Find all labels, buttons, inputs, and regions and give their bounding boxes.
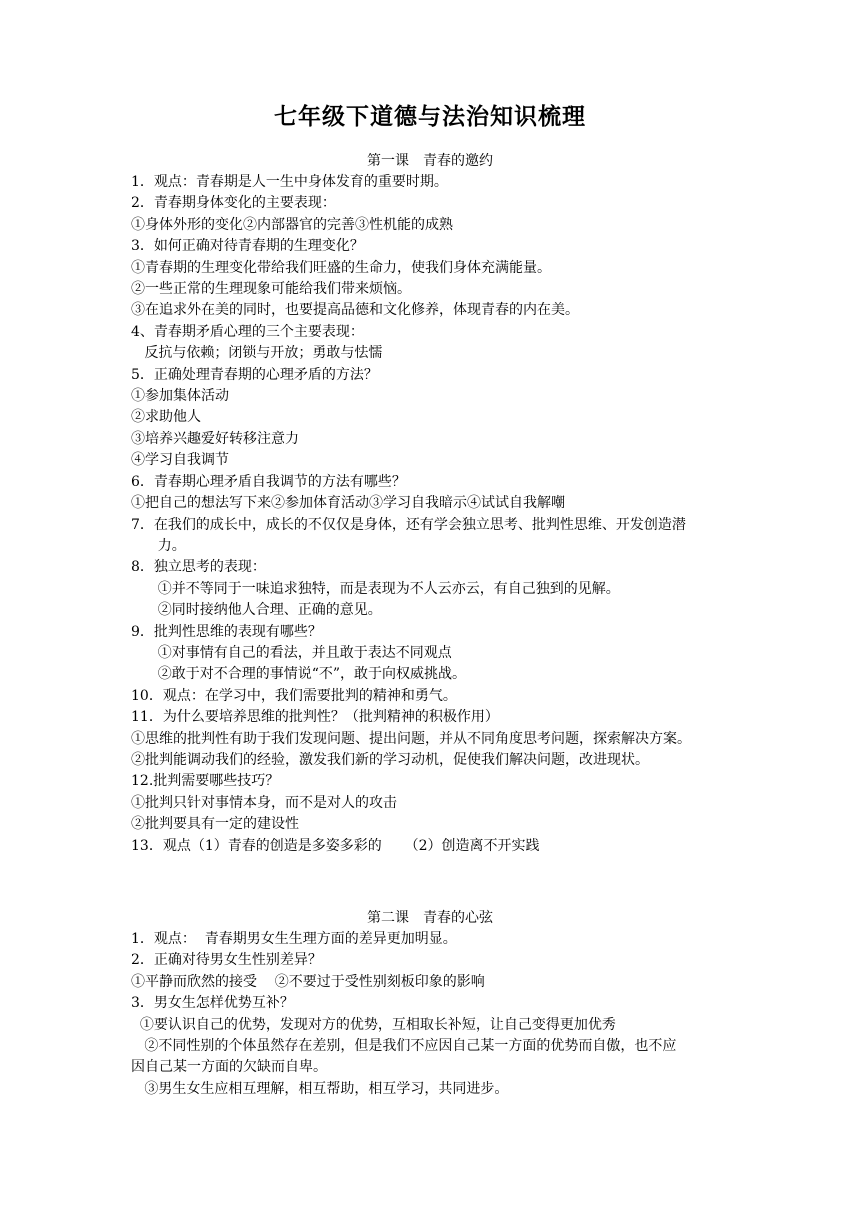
text-line: 11．为什么要培养思维的批判性？（批判精神的积极作用） — [131, 709, 499, 726]
text-line: ①对事情有自己的看法，并且敢于表达不同观点 — [131, 644, 452, 661]
text-line: 2．正确对待男女生性别差异？ — [131, 952, 322, 969]
text-line: 反抗与依赖；闭锁与开放；勇敢与怯懦 — [131, 345, 383, 362]
text-line: ①青春期的生理变化带给我们旺盛的生命力，使我们身体充满能量。 — [131, 259, 551, 276]
text-line: 7．在我们的成长中，成长的不仅仅是身体，还有学会独立思考、批判性思维、开发创造潜 — [131, 516, 686, 533]
text-line: 13．观点（1）青春的创造是多姿多彩的 （2）创造离不开实践 — [131, 837, 540, 854]
text-line: ①批判只针对事情本身，而不是对人的攻击 — [131, 794, 397, 811]
text-line: 力。 — [131, 537, 186, 554]
text-line: ③培养兴趣爱好转移注意力 — [131, 430, 299, 447]
text-line: 5．正确处理青春期的心理矛盾的方法？ — [131, 366, 378, 383]
text-line: 10．观点：在学习中，我们需要批判的精神和勇气。 — [131, 687, 457, 704]
text-line: 因自己某一方面的欠缺而自卑。 — [131, 1059, 327, 1076]
document-title: 七年级下道德与法治知识梳理 — [274, 104, 586, 130]
text-line: ②批判能调动我们的经验，激发我们新的学习动机，促使我们解决问题，改进现状。 — [131, 751, 649, 768]
text-line: ①要认识自己的优势，发现对方的优势，互相取长补短，让自己变得更加优秀 — [131, 1016, 616, 1033]
text-line: ②求助他人 — [131, 409, 201, 426]
text-line: ③在追求外在美的同时，也要提高品德和文化修养，体现青春的内在美。 — [131, 302, 579, 319]
text-line: ①身体外形的变化②内部器官的完善③性机能的成熟 — [131, 216, 453, 233]
text-line: ①把自己的想法写下来②参加体育活动③学习自我暗示④试试自我解嘲 — [131, 495, 565, 512]
text-line: ①思维的批判性有助于我们发现问题、提出问题，并从不同角度思考问题，探索解决方案。 — [131, 730, 691, 747]
text-line: 4、青春期矛盾心理的三个主要表现： — [131, 323, 364, 340]
text-line: ②一些正常的生理现象可能给我们带来烦恼。 — [131, 281, 411, 298]
text-line: ②敢于对不合理的事情说“不”，敢于向权威挑战。 — [131, 666, 467, 683]
text-line: 6．青春期心理矛盾自我调节的方法有哪些？ — [131, 473, 406, 490]
text-line: 1．观点：青春期是人一生中身体发育的重要时期。 — [131, 174, 448, 190]
text-line: ④学习自我调节 — [131, 452, 229, 469]
text-line: ③男生女生应相互理解，相互帮助，相互学习，共同进步。 — [131, 1080, 509, 1097]
text-line: 3．如何正确对待青春期的生理变化？ — [131, 238, 364, 255]
text-line: ②不同性别的个体虽然存在差别，但是我们不应因自己某一方面的优势而自傲，也不应 — [131, 1038, 677, 1055]
lesson1-content — [131, 172, 741, 857]
text-line: ②同时接纳他人合理、正确的意见。 — [131, 602, 382, 619]
text-line: 12.批判需要哪些技巧？ — [131, 773, 280, 790]
text-line: 9．批判性思维的表现有哪些？ — [131, 623, 322, 640]
lesson2-heading: 第二课 青春的心弦 — [367, 910, 493, 926]
lesson2-content — [131, 929, 741, 1100]
text-line: ①并不等同于一味追求独特，而是表现为不人云亦云，有自己独到的见解。 — [131, 580, 620, 597]
text-line: ②批判要具有一定的建设性 — [131, 816, 299, 833]
text-line: 1．观点： 青春期男女生生理方面的差异更加明显。 — [131, 931, 457, 947]
text-line: 3．男女生怎样优势互补？ — [131, 995, 294, 1012]
text-line: 2．青春期身体变化的主要表现： — [131, 195, 336, 212]
lesson1-heading: 第一课 青春的邀约 — [367, 153, 493, 169]
text-line: 8．独立思考的表现： — [131, 559, 266, 576]
text-line: ①参加集体活动 — [131, 388, 229, 405]
text-line: ①平静而欣然的接受 ②不要过于受性别刻板印象的影响 — [131, 973, 485, 990]
